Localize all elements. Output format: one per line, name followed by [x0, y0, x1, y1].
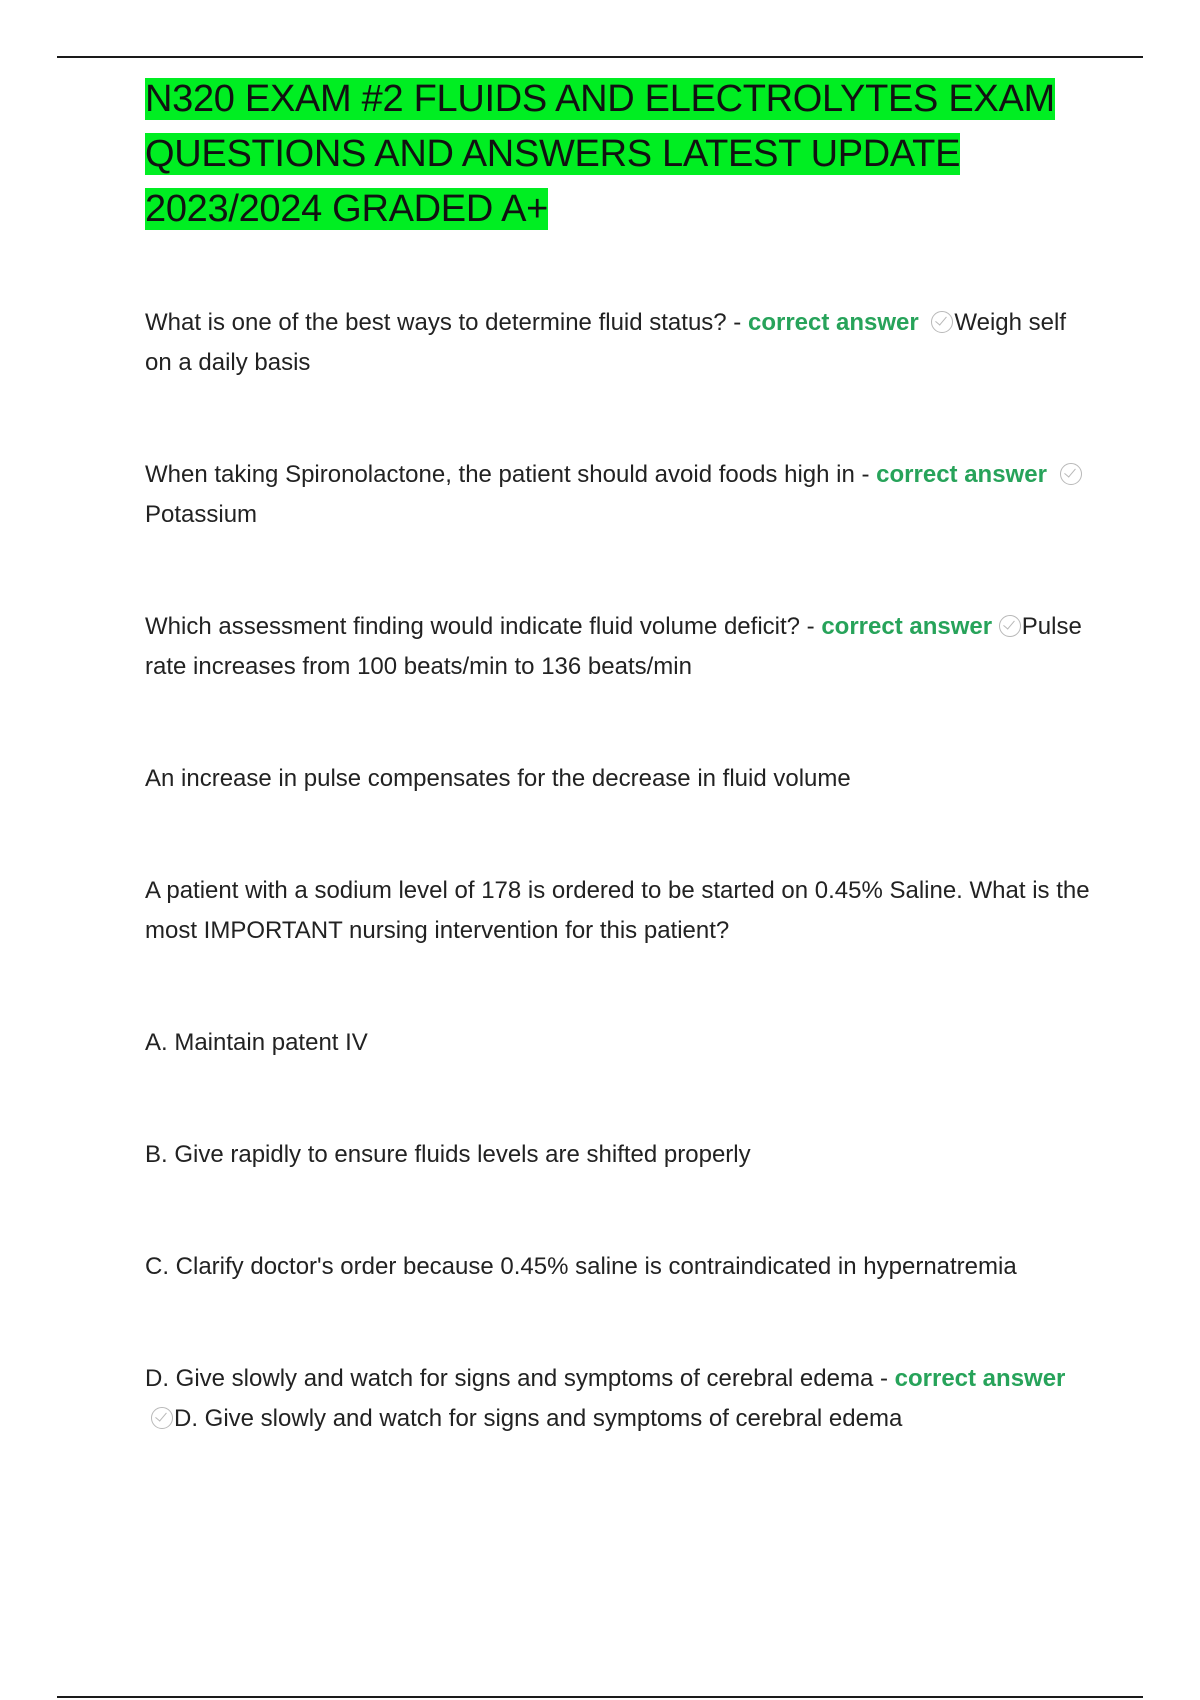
- document-body: [145, 72, 1090, 1439]
- document-title-text: N320 EXAM #2 FLUIDS AND ELECTROLYTES EXAM QUESTIONS AND ANSWERS LATEST UPDATE 2023/2024 GRADED A+: [145, 78, 1055, 230]
- correct-answer-label: correct answer: [821, 613, 993, 640]
- question-text: When taking Spironolactone, the patient should avoid foods high in -: [145, 461, 877, 488]
- qa-item-1: [145, 303, 1090, 383]
- question-text: What is one of the best ways to determine fluid status? -: [145, 309, 748, 336]
- qa-item-3: [145, 607, 1090, 687]
- explanation-note: An increase in pulse compensates for the decrease in fluid volume: [145, 765, 851, 792]
- check-circle-icon: [151, 1407, 173, 1429]
- correct-answer-label: correct answer: [747, 309, 919, 336]
- document-title: [145, 72, 1090, 237]
- check-circle-icon: [999, 615, 1021, 637]
- question-text: Which assessment finding would indicate fluid volume deficit? -: [145, 613, 822, 640]
- correct-answer-label: correct answer: [894, 1365, 1066, 1392]
- option-a: A. Maintain patent IV: [145, 1029, 368, 1056]
- answer-text: Weigh self on a daily basis: [145, 309, 1067, 376]
- answer-text: Potassium: [145, 501, 258, 528]
- question-stem: A patient with a sodium level of 178 is ordered to be started on 0.45% Saline. What is the most IMPORTANT nursing intervention for this patient?: [145, 877, 1090, 944]
- option-d-text: D. Give slowly and watch for signs and symptoms of cerebral edema -: [145, 1365, 895, 1392]
- option-c: C. Clarify doctor's order because 0.45% saline is contraindicated in hypernatremia: [145, 1253, 1017, 1280]
- qa-item-2: [145, 455, 1090, 535]
- option-b: B. Give rapidly to ensure fluids levels are shifted properly: [145, 1141, 751, 1168]
- option-d: [145, 1359, 1090, 1439]
- top-rule: [57, 56, 1143, 58]
- bottom-rule: [57, 1696, 1143, 1698]
- check-circle-icon: [1060, 463, 1082, 485]
- check-circle-icon: [931, 311, 953, 333]
- answer-text: Pulse rate increases from 100 beats/min to 136 beats/min: [145, 613, 1082, 680]
- correct-answer-label: correct answer: [876, 461, 1047, 488]
- answer-text: D. Give slowly and watch for signs and symptoms of cerebral edema: [174, 1405, 903, 1432]
